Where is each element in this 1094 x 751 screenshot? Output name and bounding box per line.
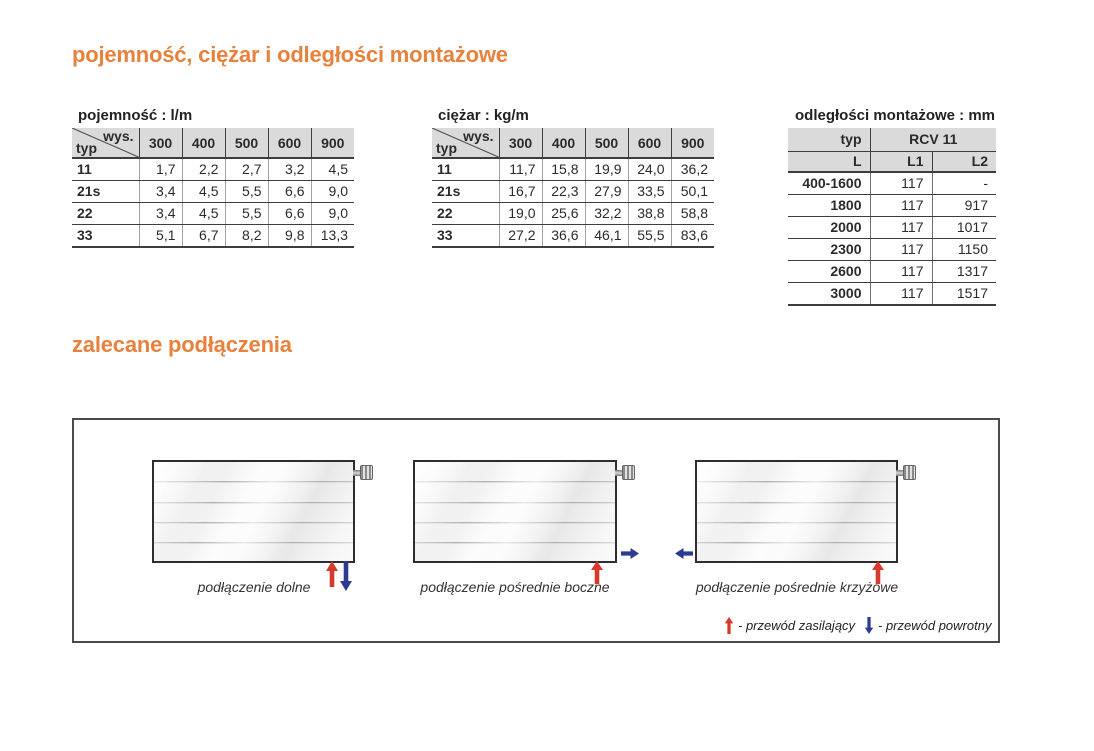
value-cell: 4,5 bbox=[182, 203, 225, 225]
value-cell: 13,3 bbox=[311, 225, 354, 248]
typ-cell: 22 bbox=[432, 203, 499, 225]
l1-cell: 117 bbox=[870, 261, 932, 283]
l2-cell: 1517 bbox=[932, 283, 996, 306]
figure-label: podłączenie dolne bbox=[197, 579, 311, 595]
column-header: 900 bbox=[671, 128, 714, 158]
value-cell: 5,5 bbox=[225, 181, 268, 203]
panel-groove bbox=[154, 481, 353, 483]
value-cell: 25,6 bbox=[542, 203, 585, 225]
panel-groove bbox=[415, 481, 615, 483]
value-cell: 36,2 bbox=[671, 158, 714, 181]
panel-groove bbox=[697, 522, 896, 524]
model-group-header: RCV 11 bbox=[870, 128, 996, 151]
l1-cell: 117 bbox=[870, 217, 932, 239]
table-row bbox=[788, 172, 996, 195]
radiator-illustration bbox=[152, 460, 355, 563]
typ-cell: 33 bbox=[72, 225, 139, 248]
table-row bbox=[788, 283, 996, 306]
legend-supply-label: - przewód zasilający bbox=[738, 618, 856, 633]
weight-table bbox=[432, 128, 714, 248]
typ-cell: 21s bbox=[72, 181, 139, 203]
table-row bbox=[72, 181, 354, 203]
column-header: 400 bbox=[542, 128, 585, 158]
corner-label-typ: typ bbox=[436, 140, 457, 156]
value-cell: 55,5 bbox=[628, 225, 671, 248]
thermostatic-valve-icon bbox=[353, 465, 373, 480]
figure-label: podłączenie pośrednie krzyżowe bbox=[695, 579, 899, 595]
l2-cell: 1150 bbox=[932, 239, 996, 261]
corner-label-wys: wys. bbox=[463, 128, 494, 144]
l1-cell: 117 bbox=[870, 239, 932, 261]
value-cell: 1,7 bbox=[139, 158, 182, 181]
value-cell: 16,7 bbox=[499, 181, 542, 203]
capacity-table-section bbox=[72, 107, 354, 248]
corner-label-typ: typ bbox=[76, 140, 97, 156]
table-row bbox=[788, 239, 996, 261]
mounting-table-title: odległości montażowe : mm bbox=[795, 107, 996, 124]
value-cell: 27,2 bbox=[499, 225, 542, 248]
weight-table-title: ciężar : kg/m bbox=[438, 107, 529, 124]
return-right-arrow-icon bbox=[621, 548, 639, 559]
column-header: 300 bbox=[499, 128, 542, 158]
value-cell: 33,5 bbox=[628, 181, 671, 203]
value-cell: 6,6 bbox=[268, 203, 311, 225]
value-cell: 83,6 bbox=[671, 225, 714, 248]
thermostatic-valve-icon bbox=[896, 465, 916, 480]
figure-label: podłączenie pośrednie boczne bbox=[420, 579, 610, 595]
page-title: pojemność, ciężar i odległości montażowe bbox=[72, 42, 508, 67]
value-cell: 9,0 bbox=[311, 181, 354, 203]
connections-diagram bbox=[72, 418, 1000, 643]
typ-cell: 11 bbox=[72, 158, 139, 181]
table-row bbox=[788, 195, 996, 217]
panel-groove bbox=[415, 502, 615, 504]
sub-column-header: L bbox=[788, 151, 870, 172]
supply-up-arrow-icon bbox=[724, 617, 734, 634]
capacity-table bbox=[72, 128, 354, 248]
capacity-header-row bbox=[72, 128, 354, 158]
l2-cell: - bbox=[932, 172, 996, 195]
radiator-illustration bbox=[695, 460, 898, 563]
value-cell: 3,4 bbox=[139, 181, 182, 203]
panel-groove bbox=[415, 522, 615, 524]
return-left-arrow-icon bbox=[675, 548, 693, 559]
value-cell: 50,1 bbox=[671, 181, 714, 203]
radiator-sheen bbox=[154, 462, 353, 561]
value-cell: 5,1 bbox=[139, 225, 182, 248]
value-cell: 6,6 bbox=[268, 181, 311, 203]
panel-groove bbox=[154, 522, 353, 524]
column-header: 400 bbox=[182, 128, 225, 158]
panel-groove bbox=[154, 542, 353, 544]
corner-label-wys: wys. bbox=[103, 128, 134, 144]
table-row bbox=[72, 203, 354, 225]
sub-column-header: L2 bbox=[932, 151, 996, 172]
radiator-sheen bbox=[415, 462, 615, 561]
mounting-header-row-2 bbox=[788, 151, 996, 172]
table-row bbox=[432, 181, 714, 203]
typ-cell: 11 bbox=[432, 158, 499, 181]
length-cell: 2300 bbox=[788, 239, 870, 261]
value-cell: 9,8 bbox=[268, 225, 311, 248]
value-cell: 11,7 bbox=[499, 158, 542, 181]
table-row bbox=[432, 225, 714, 248]
weight-header-row bbox=[432, 128, 714, 158]
length-cell: 400-1600 bbox=[788, 172, 870, 195]
table-row bbox=[72, 225, 354, 248]
panel-groove bbox=[697, 481, 896, 483]
column-header: 600 bbox=[268, 128, 311, 158]
value-cell: 3,2 bbox=[268, 158, 311, 181]
column-header: 600 bbox=[628, 128, 671, 158]
value-cell: 4,5 bbox=[311, 158, 354, 181]
length-cell: 3000 bbox=[788, 283, 870, 306]
panel-groove bbox=[697, 542, 896, 544]
panel-groove bbox=[697, 502, 896, 504]
value-cell: 22,3 bbox=[542, 181, 585, 203]
value-cell: 15,8 bbox=[542, 158, 585, 181]
l2-cell: 917 bbox=[932, 195, 996, 217]
l2-cell: 1017 bbox=[932, 217, 996, 239]
value-cell: 24,0 bbox=[628, 158, 671, 181]
radiator-sheen bbox=[697, 462, 896, 561]
value-cell: 2,7 bbox=[225, 158, 268, 181]
value-cell: 38,8 bbox=[628, 203, 671, 225]
typ-cell: 21s bbox=[432, 181, 499, 203]
value-cell: 2,2 bbox=[182, 158, 225, 181]
thermostatic-valve-icon bbox=[615, 465, 635, 480]
typ-cell: 33 bbox=[432, 225, 499, 248]
corner-header-cell bbox=[432, 128, 499, 158]
mounting-table bbox=[788, 128, 996, 306]
length-cell: 1800 bbox=[788, 195, 870, 217]
value-cell: 3,4 bbox=[139, 203, 182, 225]
mounting-table-section bbox=[788, 107, 996, 306]
value-cell: 27,9 bbox=[585, 181, 628, 203]
column-header: 300 bbox=[139, 128, 182, 158]
value-cell: 19,0 bbox=[499, 203, 542, 225]
mounting-header-row-1 bbox=[788, 128, 996, 151]
column-header: 500 bbox=[225, 128, 268, 158]
l1-cell: 117 bbox=[870, 283, 932, 306]
typ-header: typ bbox=[788, 128, 870, 151]
table-row bbox=[72, 158, 354, 181]
value-cell: 46,1 bbox=[585, 225, 628, 248]
value-cell: 58,8 bbox=[671, 203, 714, 225]
radiator-illustration bbox=[413, 460, 617, 563]
value-cell: 36,6 bbox=[542, 225, 585, 248]
value-cell: 19,9 bbox=[585, 158, 628, 181]
value-cell: 5,5 bbox=[225, 203, 268, 225]
typ-cell: 22 bbox=[72, 203, 139, 225]
l2-cell: 1317 bbox=[932, 261, 996, 283]
value-cell: 6,7 bbox=[182, 225, 225, 248]
column-header: 500 bbox=[585, 128, 628, 158]
table-row bbox=[432, 203, 714, 225]
weight-table-section bbox=[432, 107, 714, 248]
length-cell: 2600 bbox=[788, 261, 870, 283]
value-cell: 4,5 bbox=[182, 181, 225, 203]
table-row bbox=[432, 158, 714, 181]
corner-header-cell bbox=[72, 128, 139, 158]
return-down-arrow-icon bbox=[864, 617, 874, 634]
column-header: 900 bbox=[311, 128, 354, 158]
sub-column-header: L1 bbox=[870, 151, 932, 172]
value-cell: 9,0 bbox=[311, 203, 354, 225]
length-cell: 2000 bbox=[788, 217, 870, 239]
panel-groove bbox=[415, 542, 615, 544]
panel-groove bbox=[154, 502, 353, 504]
table-row bbox=[788, 261, 996, 283]
section-heading-connections: zalecane podłączenia bbox=[72, 332, 292, 357]
value-cell: 8,2 bbox=[225, 225, 268, 248]
l1-cell: 117 bbox=[870, 172, 932, 195]
legend-return-label: - przewód powrotny bbox=[878, 618, 992, 633]
capacity-table-title: pojemność : l/m bbox=[78, 107, 193, 124]
table-row bbox=[788, 217, 996, 239]
l1-cell: 117 bbox=[870, 195, 932, 217]
value-cell: 32,2 bbox=[585, 203, 628, 225]
